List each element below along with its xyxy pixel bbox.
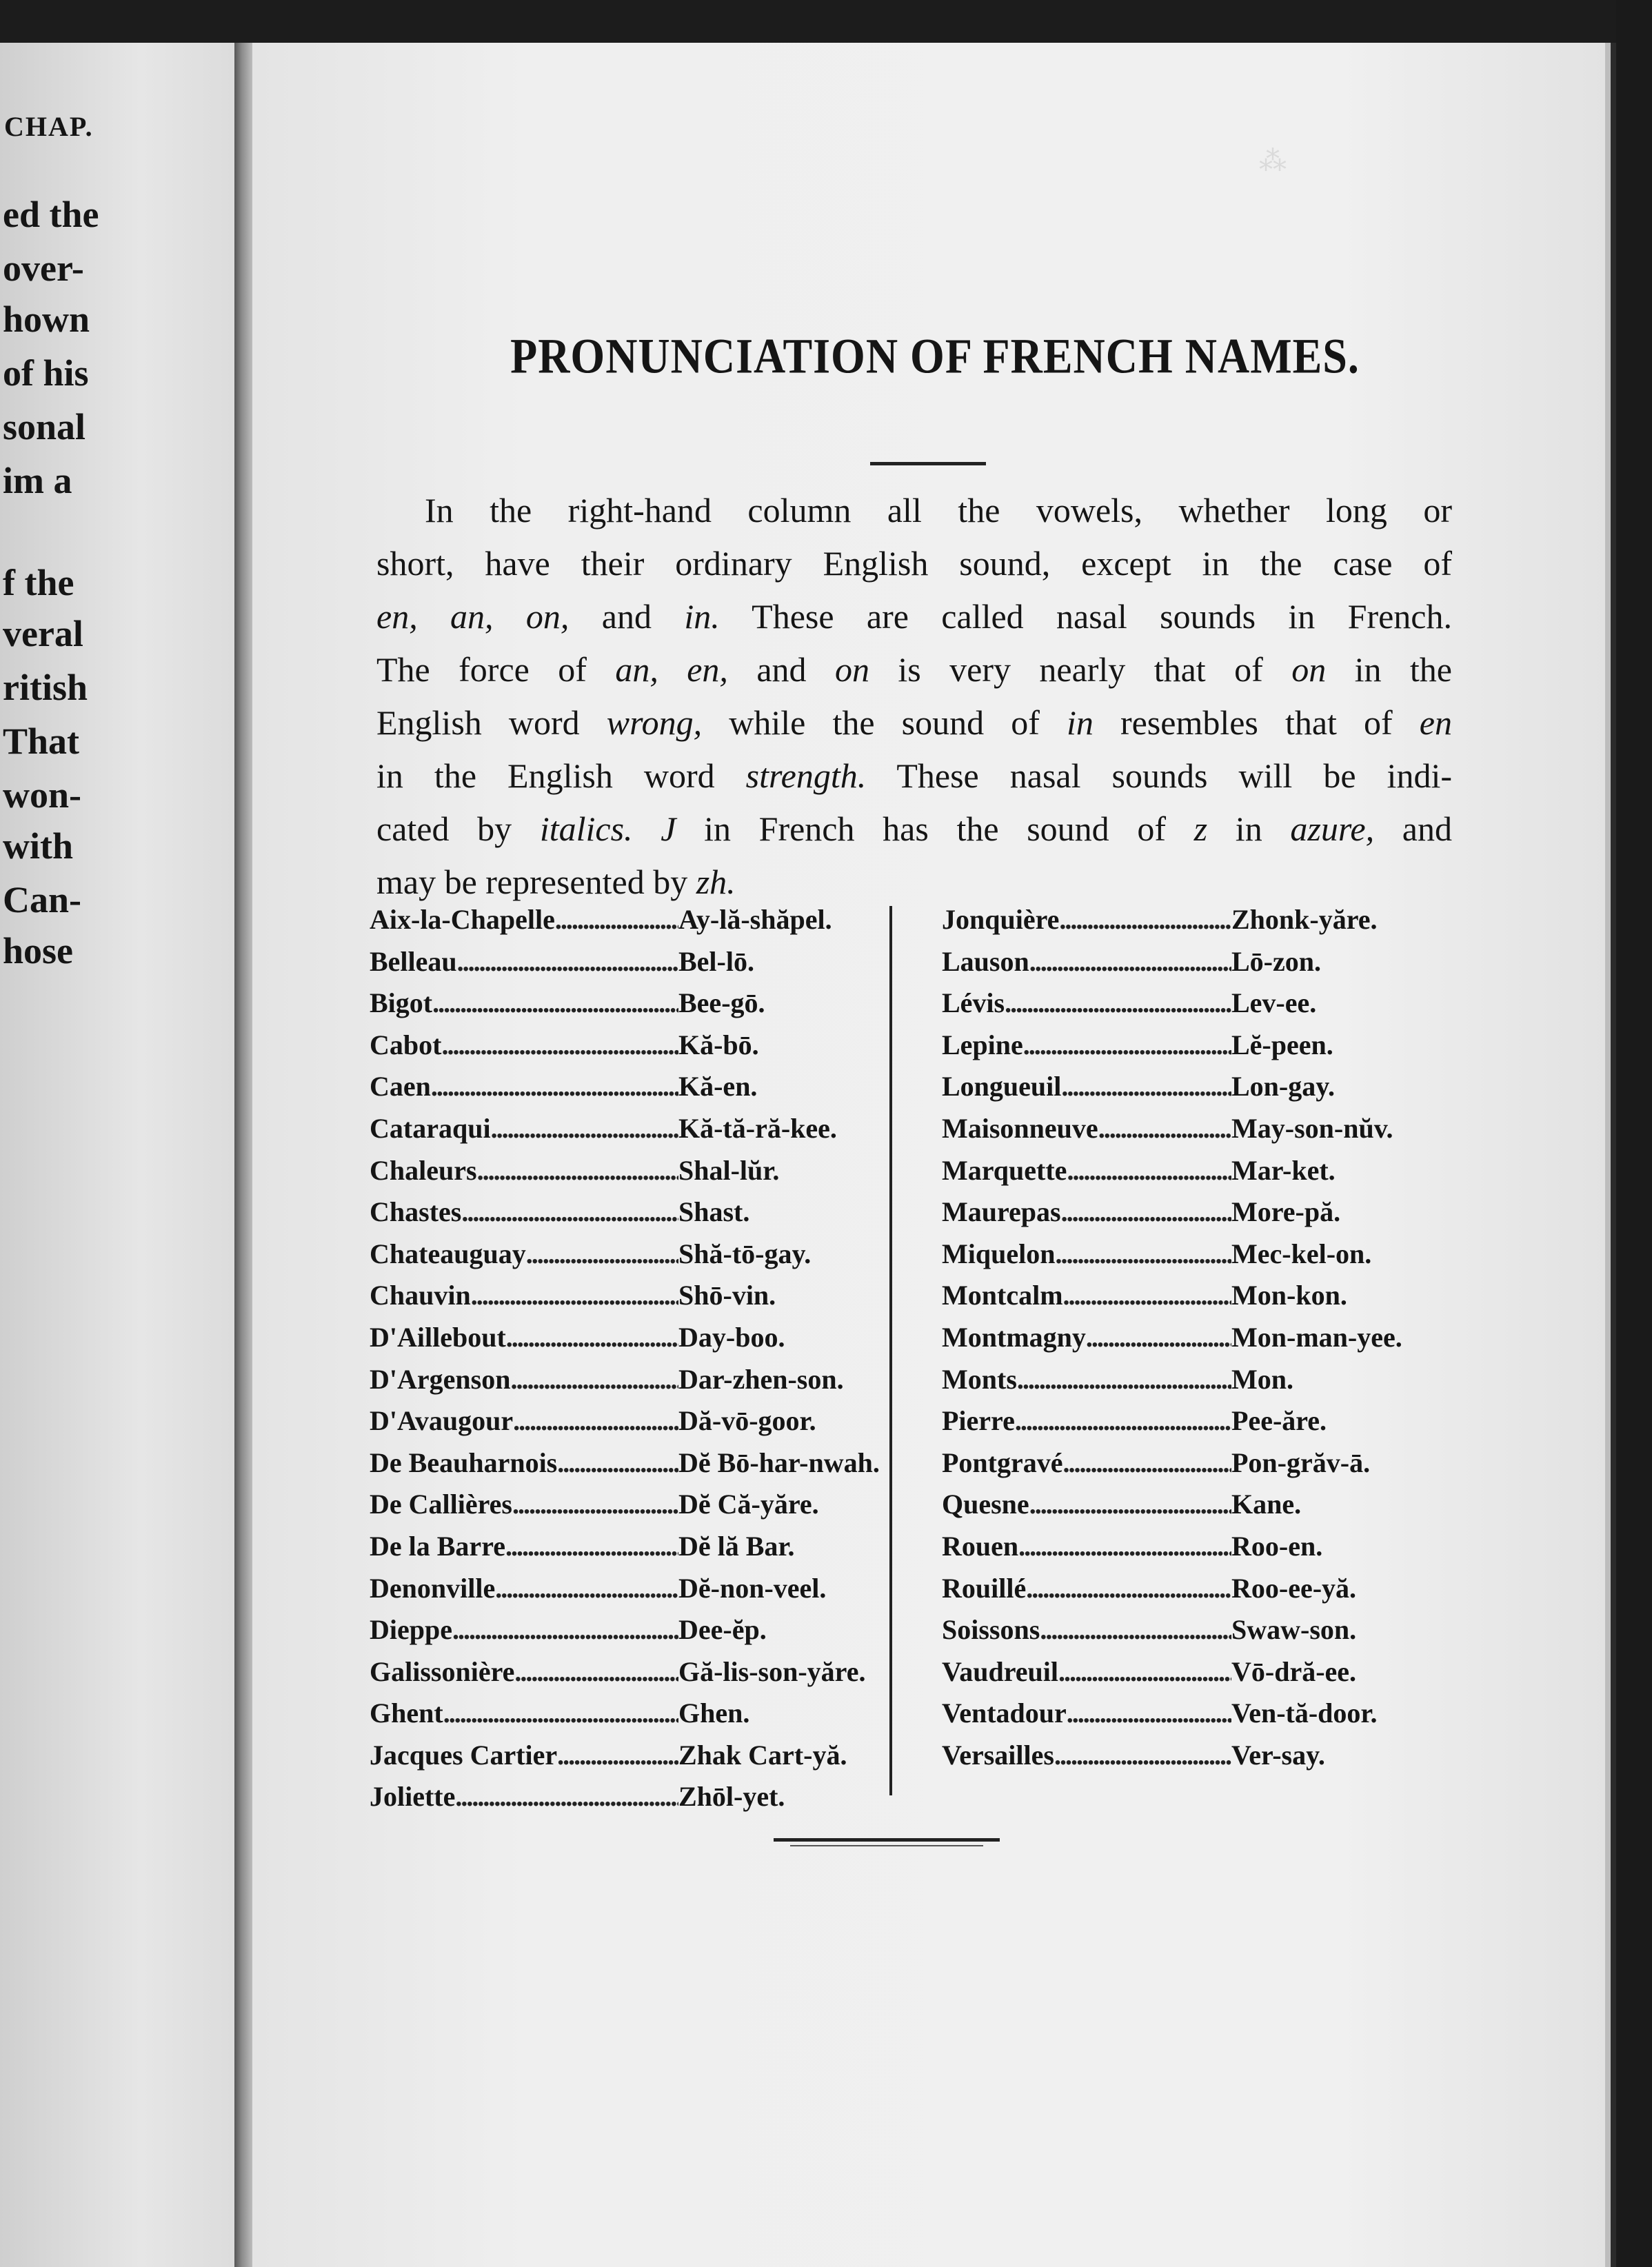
name-entry (370, 1150, 935, 1192)
name-entry (370, 941, 935, 983)
name-entry (942, 1191, 1438, 1233)
pronunciation: Swaw-son. (1231, 1614, 1357, 1646)
french-name: Ventadour (942, 1697, 1067, 1729)
leader-dots (510, 1359, 678, 1401)
pronunciation: Dar-zhen-son. (678, 1363, 844, 1395)
french-name: De la Barre (370, 1530, 505, 1562)
leader-dots (1040, 1609, 1231, 1651)
name-entry (942, 1693, 1438, 1735)
facing-page-line: Can- (3, 879, 82, 920)
pronunciation: Kane. (1231, 1489, 1302, 1520)
french-name: Lauson (942, 945, 1029, 977)
french-name: Quesne (942, 1489, 1029, 1520)
facing-page-line: of his (3, 352, 89, 394)
leader-dots (514, 1651, 678, 1693)
name-entry (370, 1233, 935, 1276)
facing-page-line: sonal (3, 406, 86, 447)
leader-dots (1061, 1191, 1231, 1233)
french-name: Chastes (370, 1196, 462, 1228)
name-entry (370, 1651, 935, 1693)
facing-page-line: That (3, 721, 80, 762)
facing-page (0, 43, 234, 2267)
french-name: Longueuil (942, 1071, 1062, 1102)
pronunciation: Zhōl-yet. (678, 1781, 785, 1813)
facing-page-line: with (3, 825, 74, 867)
pronunciation: Ven-tă-door. (1231, 1697, 1378, 1729)
french-name: Aix-la-Chapelle (370, 904, 555, 935)
name-entry (370, 1484, 935, 1526)
pronunciation: Ghen. (678, 1697, 750, 1729)
leader-dots (505, 1526, 678, 1568)
name-entry (370, 1442, 935, 1484)
name-entry (370, 1735, 935, 1777)
name-entry (370, 1776, 935, 1818)
name-entry (370, 1359, 935, 1401)
french-name: Joliette (370, 1781, 456, 1813)
leader-dots (557, 1442, 678, 1484)
french-name: Marquette (942, 1154, 1067, 1186)
french-name: Monts (942, 1363, 1017, 1395)
french-name: Maisonneuve (942, 1112, 1098, 1144)
french-name: Chauvin (370, 1280, 471, 1311)
intro-line: in the English word strength. These nasal sounds will be indi- (376, 756, 1452, 795)
pronunciation: Lev-ee. (1231, 987, 1317, 1019)
leader-dots (452, 1609, 678, 1651)
leader-dots (1029, 1484, 1231, 1526)
leader-dots (1067, 1693, 1231, 1735)
name-entry (942, 1108, 1438, 1150)
pronunciation: Zhonk-yăre. (1231, 904, 1378, 935)
pronunciation: Vō-dră-ee. (1231, 1655, 1357, 1687)
facing-page-header: CHAP. (4, 111, 94, 142)
intro-line: may be represented by zh. (376, 863, 736, 901)
leader-dots (1055, 1233, 1231, 1276)
leader-dots (431, 1066, 678, 1108)
leader-dots (1054, 1735, 1231, 1777)
facing-page-line: veral (3, 613, 83, 654)
french-name: Ghent (370, 1697, 443, 1729)
leader-dots (1026, 1568, 1231, 1610)
pronunciation: Shal-lŭr. (678, 1154, 780, 1186)
name-entry (942, 1275, 1438, 1317)
facing-page-line: hown (3, 299, 90, 340)
intro-line: In the right-hand column all the vowels, whether long or (425, 491, 1452, 530)
facing-page-line: f the (3, 562, 74, 603)
french-name: Caen (370, 1071, 431, 1102)
name-entry (370, 1526, 935, 1568)
intro-line: short, have their ordinary English sound, except in the case of (376, 544, 1452, 583)
main-page (252, 43, 1611, 2267)
intro-line: The force of an, en, and on is very nearly that of on in the (376, 650, 1452, 689)
names-column-right (942, 899, 1438, 1776)
facing-page-line: ritish (3, 667, 88, 708)
pronunciation: More-pă. (1231, 1196, 1341, 1228)
pronunciation: Lon-gay. (1231, 1071, 1336, 1102)
french-name: Rouillé (942, 1572, 1027, 1604)
pronunciation: Pee-ăre. (1231, 1405, 1327, 1437)
pronunciation: Lō-zon. (1231, 945, 1321, 977)
name-entry (370, 1400, 935, 1442)
leader-dots (1058, 1651, 1231, 1693)
name-entry (942, 1526, 1438, 1568)
leader-dots (555, 899, 678, 941)
leader-dots (471, 1275, 678, 1317)
leader-dots (1061, 1066, 1231, 1108)
french-name: Vaudreuil (942, 1655, 1058, 1687)
pronunciation: Lĕ-peen. (1231, 1029, 1333, 1060)
french-name: Cataraqui (370, 1112, 491, 1144)
intro-line: English word wrong, while the sound of in resembles that of en (376, 703, 1452, 742)
intro-line: en, an, on, and in. These are called nasal sounds in French. (376, 597, 1452, 636)
name-entry (370, 1609, 935, 1651)
name-entry (942, 1442, 1438, 1484)
name-entry (370, 1693, 935, 1735)
french-name: Soissons (942, 1614, 1040, 1646)
pronunciation: Day-boo. (678, 1321, 785, 1353)
leader-dots (1029, 941, 1231, 983)
name-entry (370, 1108, 935, 1150)
leader-dots (1059, 899, 1231, 941)
leader-dots (1018, 1526, 1231, 1568)
pronunciation: Dă-vō-goor. (678, 1405, 816, 1437)
leader-dots (1063, 1275, 1231, 1317)
end-rule-thin (790, 1845, 983, 1846)
pronunciation: Gă-lis-son-yăre. (678, 1655, 866, 1687)
pronunciation: Roo-en. (1231, 1530, 1323, 1562)
french-name: D'Argenson (370, 1363, 511, 1395)
leader-dots (495, 1568, 678, 1610)
name-entry (370, 1568, 935, 1610)
leader-dots (506, 1317, 678, 1359)
leader-dots (477, 1150, 678, 1192)
french-name: D'Aillebout (370, 1321, 506, 1353)
pronunciation: Ay-lă-shăpel. (678, 904, 832, 935)
pronunciation: Dĕ lă Bar. (678, 1530, 795, 1562)
facing-page-line: won- (3, 774, 82, 816)
intro-paragraph (376, 484, 1452, 909)
leader-dots (1063, 1442, 1231, 1484)
french-name: Lepine (942, 1029, 1023, 1060)
french-name: Montmagny (942, 1321, 1086, 1353)
name-entry (942, 1025, 1438, 1067)
french-name: Chateauguay (370, 1238, 526, 1269)
leader-dots (443, 1693, 678, 1735)
name-entry (942, 941, 1438, 983)
pronunciation: Shō-vin. (678, 1280, 776, 1311)
french-name: Maurepas (942, 1196, 1061, 1228)
french-name: Jacques Cartier (370, 1739, 558, 1771)
leader-dots (557, 1735, 678, 1777)
leader-dots (1067, 1150, 1231, 1192)
pronunciation: Dĕ-non-veel. (678, 1572, 827, 1604)
page-edge (1605, 43, 1611, 2267)
pronunciation: Mon-man-yee. (1231, 1321, 1402, 1353)
leader-dots (1005, 983, 1231, 1025)
facing-page-line: hose (3, 930, 74, 971)
french-name: Lévis (942, 987, 1005, 1019)
name-entry (942, 899, 1438, 941)
leader-dots (432, 983, 678, 1025)
pronunciation: May-son-nŭv. (1231, 1112, 1393, 1144)
name-entry (942, 1484, 1438, 1526)
french-name: Bigot (370, 987, 433, 1019)
french-name: De Beauharnois (370, 1447, 558, 1478)
leader-dots (526, 1233, 678, 1276)
leader-dots (512, 1484, 678, 1526)
french-name: Pierre (942, 1405, 1015, 1437)
name-entry (942, 1651, 1438, 1693)
pronunciation: Dee-ĕp. (678, 1614, 767, 1646)
french-name: Cabot (370, 1029, 442, 1060)
scan-border-right (1616, 0, 1652, 2267)
pronunciation: Bel-lō. (678, 945, 754, 977)
name-entry (942, 1400, 1438, 1442)
book-gutter (234, 43, 252, 2267)
leader-dots (461, 1191, 678, 1233)
title-rule (870, 462, 986, 465)
pronunciation: Dĕ Bō-har-nwah. (678, 1447, 880, 1478)
name-entry (942, 1359, 1438, 1401)
name-entry (942, 1735, 1438, 1777)
leader-dots (1098, 1108, 1231, 1150)
name-entry (942, 983, 1438, 1025)
name-entry (370, 1317, 935, 1359)
name-entry (370, 1025, 935, 1067)
french-name: Dieppe (370, 1614, 452, 1646)
french-name: Jonquière (942, 904, 1060, 935)
french-name: Galissonière (370, 1655, 515, 1687)
name-entry (942, 1233, 1438, 1276)
french-name: De Callières (370, 1489, 512, 1520)
name-entry (370, 1191, 935, 1233)
name-entry (370, 1066, 935, 1108)
leader-dots (491, 1108, 678, 1150)
french-name: Denonville (370, 1572, 496, 1604)
french-name: Montcalm (942, 1280, 1063, 1311)
name-entry (942, 1568, 1438, 1610)
pronunciation: Roo-ee-yă. (1231, 1572, 1357, 1604)
pronunciation: Shast. (678, 1196, 750, 1228)
pronunciation: Ver-say. (1231, 1739, 1325, 1771)
name-entry (942, 1150, 1438, 1192)
pronunciation: Bee-gō. (678, 987, 765, 1019)
leader-dots (1017, 1359, 1231, 1401)
pronunciation: Mec-kel-on. (1231, 1238, 1372, 1269)
pronunciation: Kă-en. (678, 1071, 758, 1102)
pronunciation: Kă-tă-ră-kee. (678, 1112, 837, 1144)
page-title: PRONUNCIATION OF FRENCH NAMES. (510, 328, 1360, 384)
facing-page-line: over- (3, 248, 84, 289)
name-entry (370, 899, 935, 941)
names-column-left (370, 899, 935, 1818)
name-entry (942, 1317, 1438, 1359)
intro-line: cated by italics. J in French has the sound of z in azure, and (376, 809, 1453, 848)
french-name: Chaleurs (370, 1154, 477, 1186)
french-name: Pontgravé (942, 1447, 1063, 1478)
leader-dots (457, 941, 678, 983)
facing-page-line: im a (3, 460, 72, 501)
french-name: Belleau (370, 945, 457, 977)
french-name: Miquelon (942, 1238, 1056, 1269)
leader-dots (1015, 1400, 1231, 1442)
french-name: Versailles (942, 1739, 1054, 1771)
pronunciation: Mon. (1231, 1363, 1293, 1395)
end-rule (774, 1838, 1000, 1842)
leader-dots (1023, 1025, 1231, 1067)
scan-border-top (0, 0, 1652, 43)
pronunciation: Mon-kon. (1231, 1280, 1347, 1311)
name-entry (942, 1609, 1438, 1651)
pronunciation: Shă-tō-gay. (678, 1238, 812, 1269)
pronunciation: Kă-bō. (678, 1029, 759, 1060)
leader-dots (441, 1025, 678, 1067)
bleed-through: ⁂ (1259, 145, 1287, 177)
name-entry (370, 983, 935, 1025)
pronunciation: Dĕ Că-yăre. (678, 1489, 819, 1520)
pronunciation: Zhak Cart-yă. (678, 1739, 847, 1771)
pronunciation: Pon-grăv-ā. (1231, 1447, 1371, 1478)
leader-dots (455, 1776, 678, 1818)
french-name: Rouen (942, 1530, 1019, 1562)
name-entry (942, 1066, 1438, 1108)
french-name: D'Avaugour (370, 1405, 514, 1437)
leader-dots (513, 1400, 678, 1442)
name-entry (370, 1275, 935, 1317)
pronunciation: Mar-ket. (1231, 1154, 1336, 1186)
leader-dots (1086, 1317, 1231, 1359)
facing-page-line: ed the (3, 194, 99, 235)
